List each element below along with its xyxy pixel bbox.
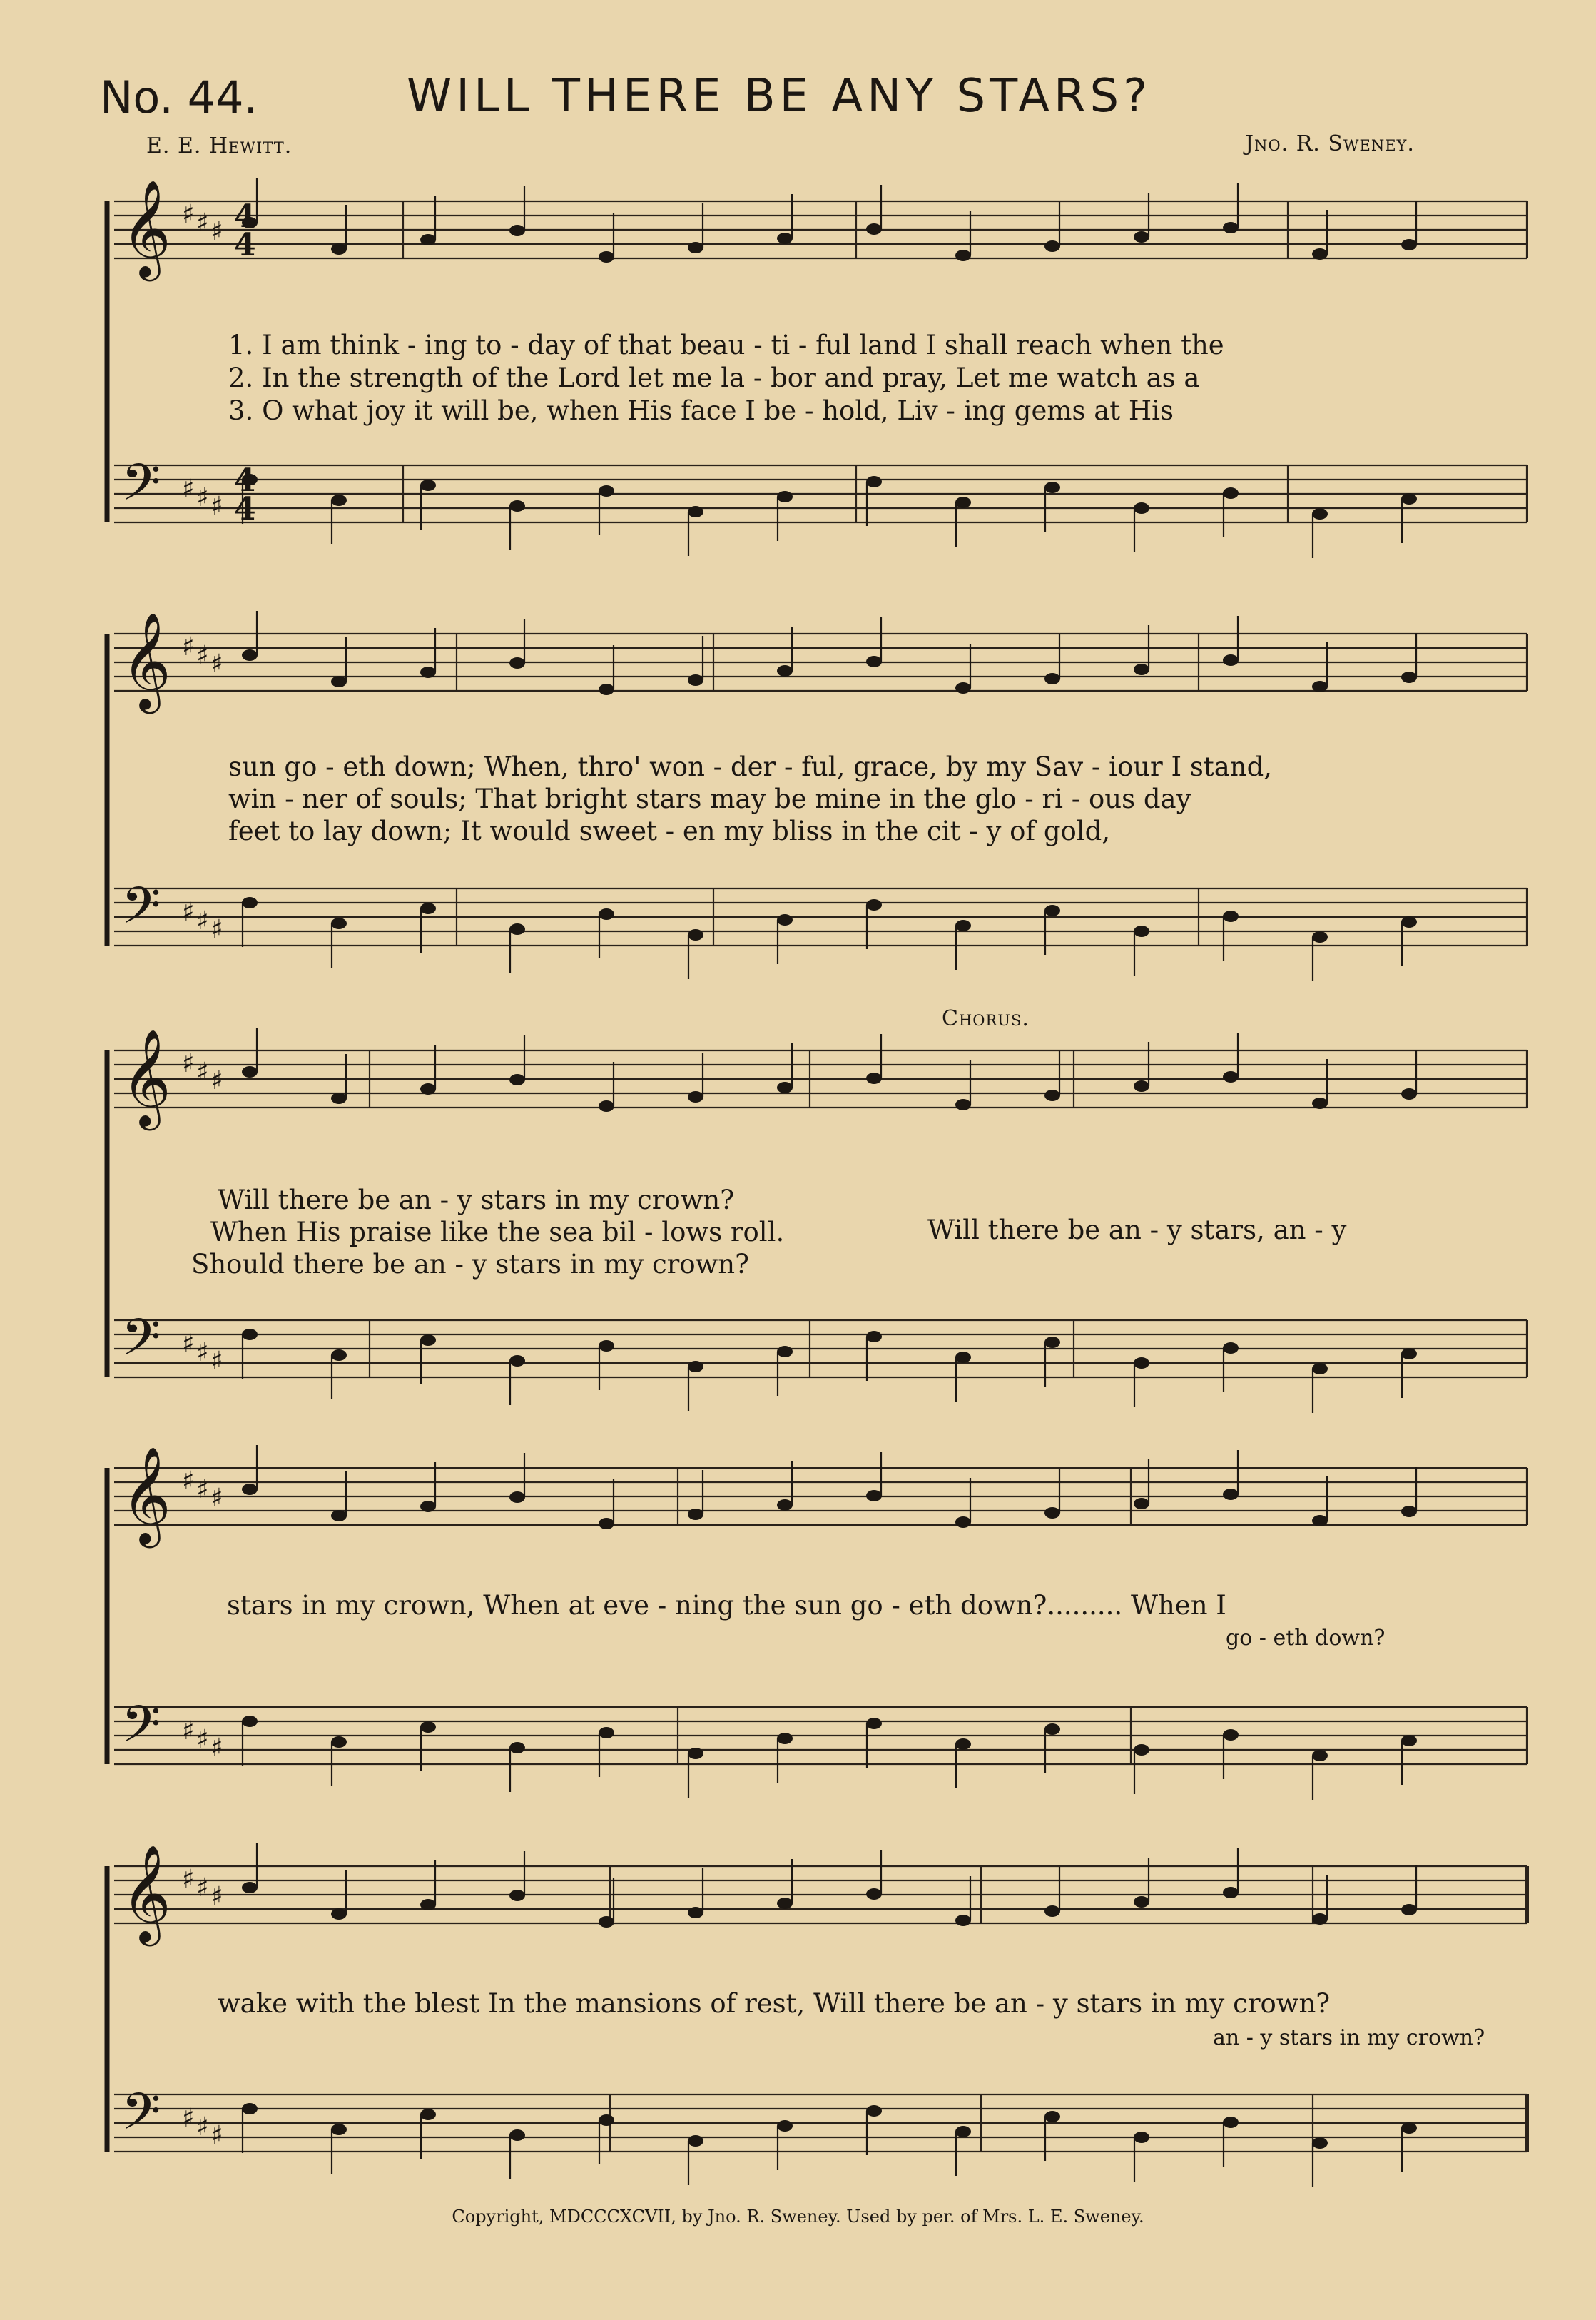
svg-text:♯: ♯ — [210, 2121, 223, 2150]
svg-text:𝄞: 𝄞 — [121, 611, 171, 709]
svg-text:𝄢: 𝄢 — [121, 1308, 161, 1379]
chorus-echo-1: go - eth down? — [1226, 1626, 1386, 1651]
svg-text:𝄢: 𝄢 — [121, 876, 161, 948]
verse-1-line-3: Will there be an - y stars in my crown? — [218, 1185, 735, 1215]
svg-text:♯: ♯ — [210, 1882, 223, 1911]
svg-text:♯: ♯ — [196, 1338, 209, 1367]
svg-text:♯: ♯ — [196, 906, 209, 936]
composer: Jno. R. Sweney. — [1245, 131, 1415, 156]
svg-text:♯: ♯ — [182, 632, 195, 662]
svg-text:♯: ♯ — [210, 217, 223, 246]
svg-text:♯: ♯ — [182, 1329, 195, 1359]
svg-text:𝄢: 𝄢 — [121, 2082, 161, 2154]
hymn-title: WILL THERE BE ANY STARS? — [407, 70, 1152, 123]
svg-text:♯: ♯ — [182, 898, 195, 927]
svg-text:♯: ♯ — [196, 1058, 209, 1087]
svg-text:♯: ♯ — [210, 1347, 223, 1376]
chorus-line-2: stars in my crown, When at eve - ning the sun go - eth down?......... When I — [227, 1590, 1226, 1621]
svg-text:♯: ♯ — [196, 2112, 209, 2142]
svg-text:4: 4 — [234, 227, 256, 263]
copyright-notice: Copyright, MDCCCXCVII, by Jno. R. Sweney. Used by per. of Mrs. L. E. Sweney. — [452, 2207, 1144, 2227]
svg-text:♯: ♯ — [210, 1066, 223, 1095]
svg-text:𝄞: 𝄞 — [121, 1028, 171, 1126]
svg-text:♯: ♯ — [182, 1865, 195, 1894]
svg-text:𝄞: 𝄞 — [121, 1445, 171, 1544]
verse-2-line-3: When His praise like the sea bil - lows roll. — [210, 1217, 785, 1247]
svg-text:4: 4 — [234, 491, 256, 527]
svg-text:♯: ♯ — [182, 475, 195, 504]
chorus-label: Chorus. — [942, 1006, 1030, 1031]
svg-text:4: 4 — [234, 198, 256, 235]
verse-2-line-2: win - ner of souls; That bright stars may be mine in the glo - ri - ous day — [228, 784, 1191, 814]
svg-text:♯: ♯ — [210, 1484, 223, 1513]
svg-text:4: 4 — [234, 462, 256, 499]
lyricist: E. E. Hewitt. — [146, 133, 293, 158]
chorus-echo-2: an - y stars in my crown? — [1213, 2025, 1485, 2050]
svg-text:♯: ♯ — [196, 641, 209, 670]
svg-text:𝄞: 𝄞 — [121, 1843, 171, 1942]
chorus-line-1: Will there be an - y stars, an - y — [927, 1215, 1347, 1245]
svg-text:♯: ♯ — [182, 2104, 195, 2133]
svg-text:♯: ♯ — [182, 200, 195, 229]
verse-2-line-1: 2. In the strength of the Lord let me la - bor and pray, Let me watch as a — [228, 363, 1200, 393]
verse-1-line-1: 1. I am think - ing to - day of that beau - ti - ful land I shall reach when the — [228, 330, 1224, 360]
svg-text:♯: ♯ — [210, 915, 223, 944]
svg-text:♯: ♯ — [210, 1733, 223, 1763]
svg-text:♯: ♯ — [182, 1467, 195, 1496]
verse-3-line-2: feet to lay down; It would sweet - en my bliss in the cit - y of gold, — [228, 816, 1111, 846]
svg-text:♯: ♯ — [196, 1475, 209, 1504]
hymn-number: No. 44. — [100, 71, 258, 123]
svg-text:♯: ♯ — [210, 492, 223, 521]
svg-text:𝄞: 𝄞 — [121, 178, 171, 277]
svg-text:♯: ♯ — [196, 208, 209, 238]
svg-text:♯: ♯ — [182, 1049, 195, 1078]
verse-3-line-1: 3. O what joy it will be, when His face I be - hold, Liv - ing gems at His — [228, 395, 1174, 426]
svg-text:♯: ♯ — [196, 1873, 209, 1903]
svg-text:𝄢: 𝄢 — [121, 453, 161, 525]
verse-1-line-2: sun go - eth down; When, thro' won - der - ful, grace, by my Sav - iour I stand, — [228, 751, 1273, 782]
svg-text:𝄢: 𝄢 — [121, 1695, 161, 1766]
svg-text:♯: ♯ — [210, 649, 223, 679]
verse-3-line-3: Should there be an - y stars in my crown? — [191, 1249, 749, 1280]
svg-text:♯: ♯ — [182, 1716, 195, 1746]
svg-text:♯: ♯ — [196, 1725, 209, 1754]
chorus-line-3: wake with the blest In the mansions of rest, Will there be an - y stars in my crown? — [218, 1988, 1331, 2019]
svg-text:♯: ♯ — [196, 483, 209, 512]
